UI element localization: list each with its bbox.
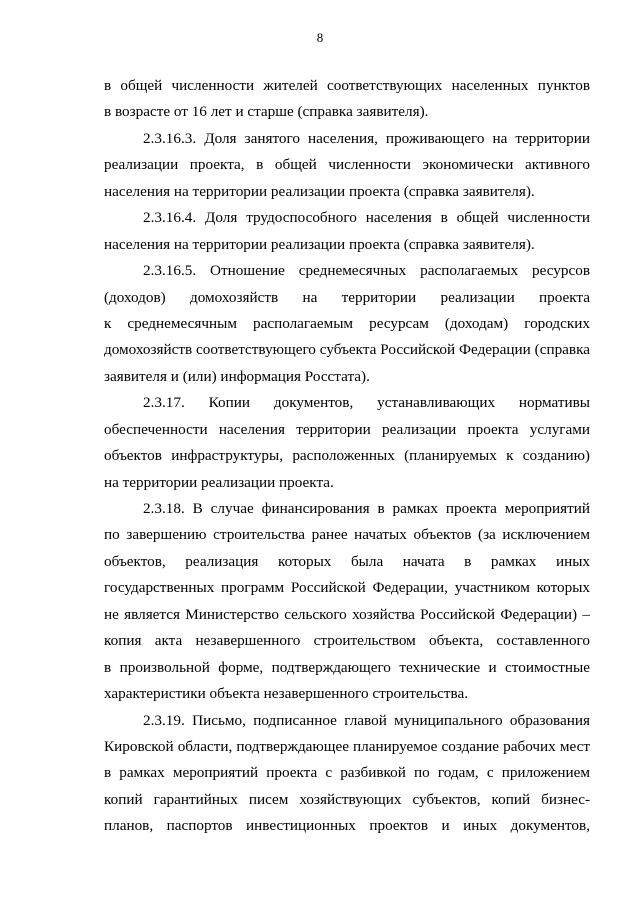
text-line: государственных программ Российской Федерации, участником которых [104,579,590,597]
text-line: в общей численности жителей соответствующих населенных пунктов [104,77,590,94]
text-line: на территории реализации проекта. [104,473,334,491]
text-line: в произвольной форме, подтверждающего технические и стоимостные [104,658,590,676]
text-line: объектов, реализация которых была начата в рамках иных [104,552,590,570]
document-body [104,73,590,840]
text-line: планов, паспортов инвестиционных проектов и иных документов, [104,817,590,835]
text-line: объектов инфраструктуры, расположенных (планируемых к созданию) [104,447,590,465]
text-line: (доходов) домохозяйств на территории реализации проекта [104,288,590,306]
text-line: домохозяйств соответствующего субъекта Российской Федерации (справка [104,341,590,359]
text-line: Кировской области, подтверждающее планируемое создание рабочих мест [104,737,590,755]
text-line: населения на территории реализации проекта (справка заявителя). [104,182,535,200]
text-line: копия акта незавершенного строительством объекта, составленного [104,632,590,650]
paragraph-first-line: 2.3.19. Письмо, подписанное главой муниципального образования [143,711,590,729]
paragraph-first-line: 2.3.17. Копии документов, устанавливающих нормативы [143,394,590,412]
paragraph-first-line: 2.3.16.4. Доля трудоспособного населения в общей численности [143,209,590,227]
page-number: 8 [316,30,324,45]
text-line: по завершению строительства ранее начатых объектов (за исключением [104,526,590,544]
paragraph-first-line: 2.3.18. В случае финансирования в рамках проекта мероприятий [143,500,590,517]
text-line: копий гарантийных писем хозяйствующих субъектов, копий бизнес- [104,790,590,808]
text-line: в рамках мероприятий проекта с разбивкой по годам, с приложением [104,764,590,782]
paragraph-first-line: 2.3.16.5. Отношение среднемесячных располагаемых ресурсов [143,262,590,280]
text-line: к среднемесячным располагаемым ресурсам (доходам) городских [104,314,590,332]
text-line: заявителя и (или) информация Росстата). [104,367,370,385]
text-line: не является Министерство сельского хозяйства Российской Федерации) – [104,605,590,623]
text-line: в возрасте от 16 лет и старше (справка заявителя). [104,103,429,121]
text-line: реализации проекта, в общей численности экономически активного [104,156,590,174]
text-line: характеристики объекта незавершенного строительства. [104,685,469,703]
text-line: населения на территории реализации проекта (справка заявителя). [104,235,535,253]
paragraph-first-line: 2.3.16.3. Доля занятого населения, проживающего на территории [143,129,590,147]
text-line: обеспеченности населения территории реализации проекта услугами [104,420,590,438]
